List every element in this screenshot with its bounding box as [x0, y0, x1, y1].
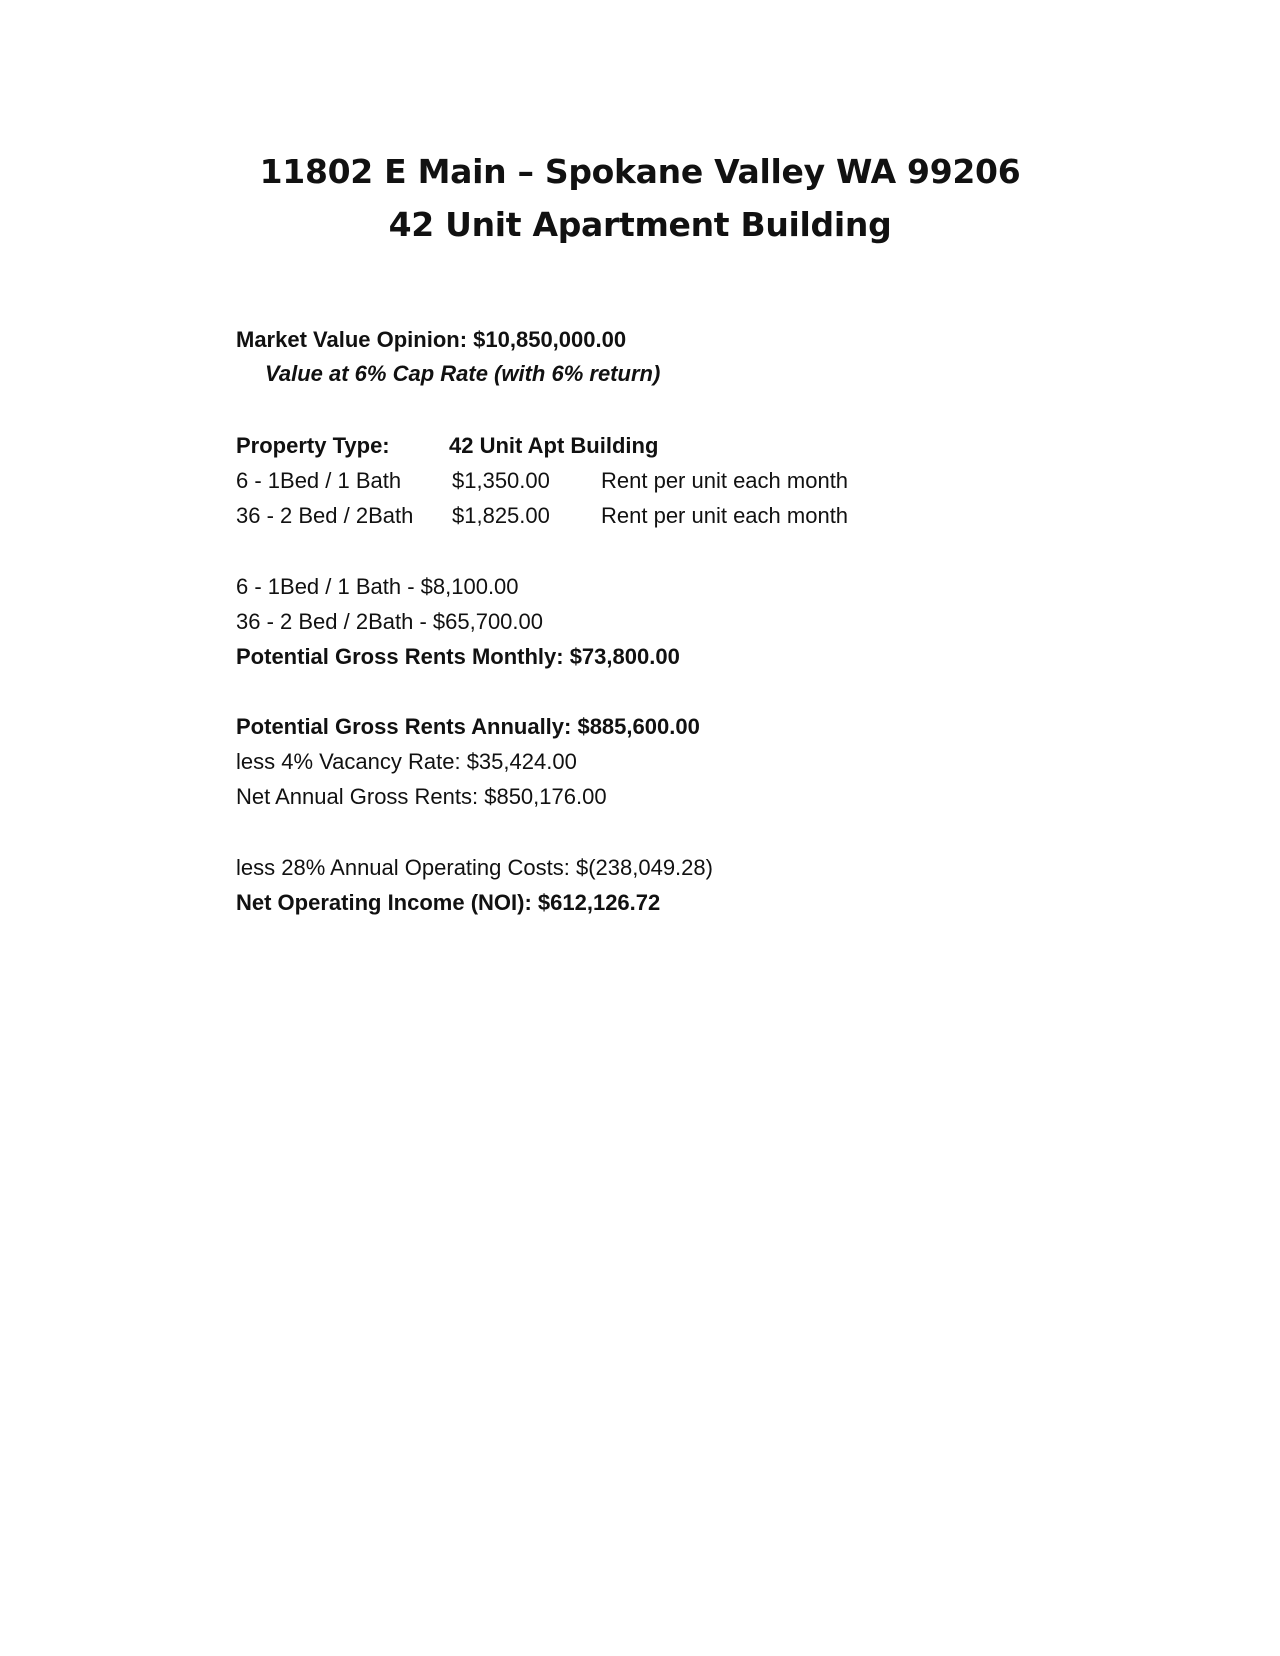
net-annual-gross-rents: Net Annual Gross Rents: $850,176.00	[236, 784, 607, 809]
monthly-total-2bed: 36 - 2 Bed / 2Bath - $65,700.00	[236, 609, 544, 634]
gross-rents-monthly: Potential Gross Rents Monthly: $73,800.00	[236, 644, 680, 669]
unit-rent-note: Rent per unit each month	[601, 468, 849, 493]
property-type-label: Property Type:	[236, 433, 390, 458]
document-title: 11802 E Main – Spokane Valley WA 99206	[259, 152, 1021, 191]
monthly-total-1bed: 6 - 1Bed / 1 Bath - $8,100.00	[236, 574, 519, 599]
net-operating-income: Net Operating Income (NOI): $612,126.72	[236, 890, 661, 915]
unit-type: 6 - 1Bed / 1 Bath	[236, 468, 402, 493]
unit-rent: $1,825.00	[452, 503, 550, 528]
gross-rents-annually: Potential Gross Rents Annually: $885,600.00	[236, 714, 700, 739]
unit-rent: $1,350.00	[452, 468, 550, 493]
operating-costs: less 28% Annual Operating Costs: $(238,049.28)	[236, 855, 713, 880]
document-subtitle: 42 Unit Apartment Building	[388, 205, 892, 244]
cap-rate-note: Value at 6% Cap Rate (with 6% return)	[265, 361, 661, 386]
property-type-row	[236, 432, 1036, 460]
unit-row	[236, 467, 1036, 495]
vacancy-rate: less 4% Vacancy Rate: $35,424.00	[236, 749, 577, 774]
market-value-opinion: Market Value Opinion: $10,850,000.00	[236, 327, 627, 352]
unit-type: 36 - 2 Bed / 2Bath	[236, 503, 414, 528]
unit-row	[236, 502, 1036, 530]
unit-rent-note: Rent per unit each month	[601, 503, 849, 528]
property-type-value: 42 Unit Apt Building	[449, 433, 659, 458]
